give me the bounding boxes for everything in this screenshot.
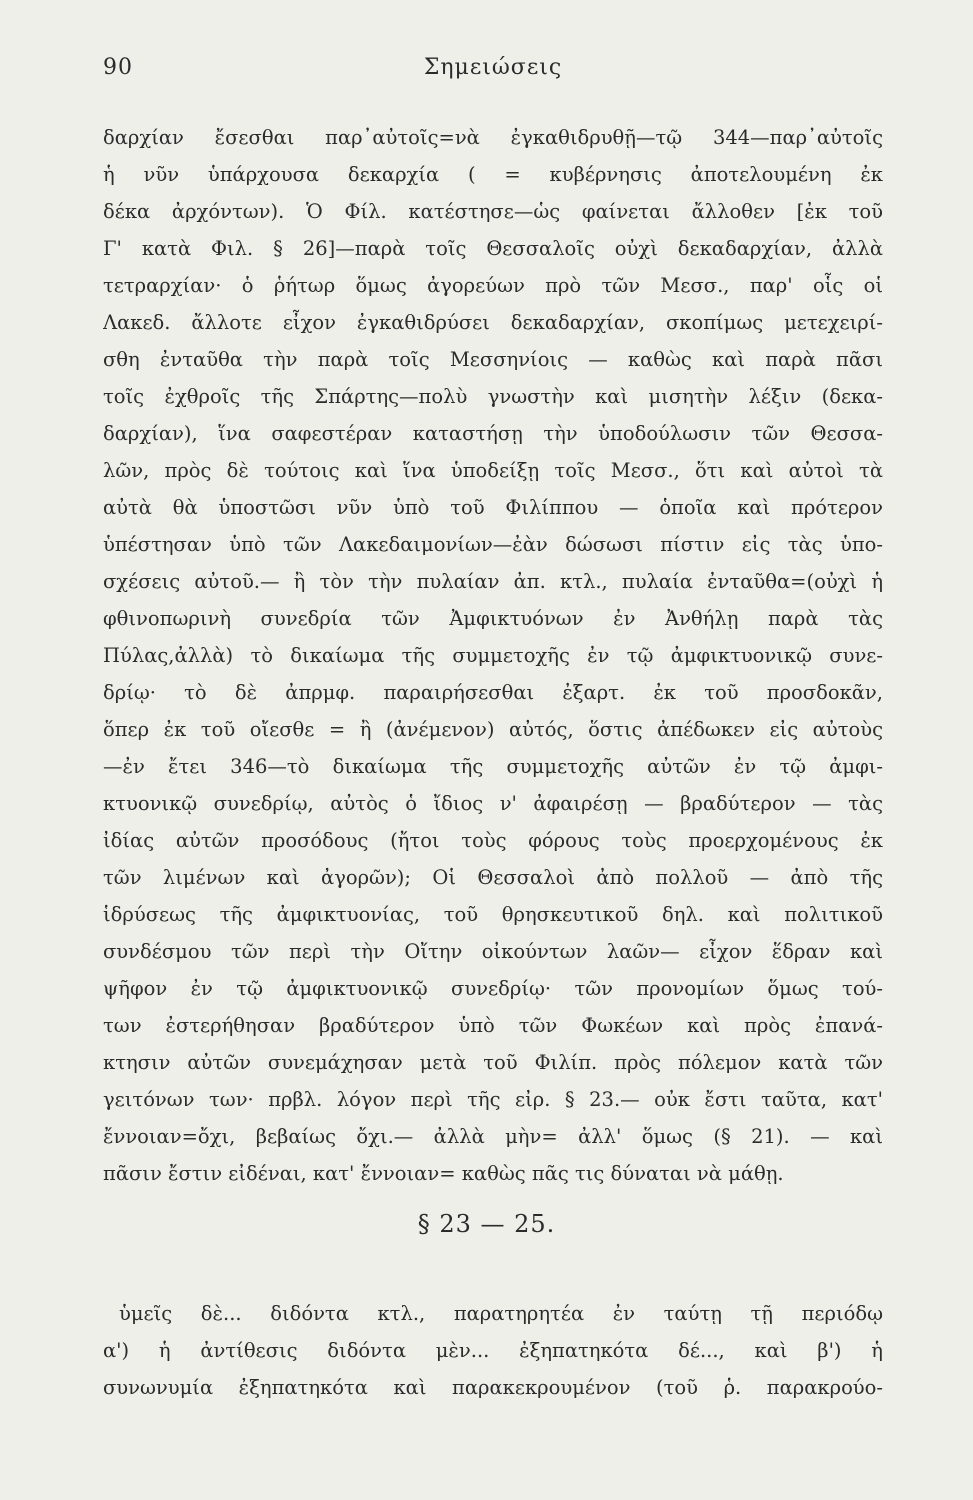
text-line: πᾶσιν ἔστιν εἰδέναι, κατ' ἔννοιαν= καθὼς πᾶς τις δύναται νὰ μάθῃ.	[103, 1162, 784, 1185]
text-line: των ἐστερήθησαν βραδύτερον ὑπὸ τῶν Φωκέων καὶ πρὸς ἐπανά-	[103, 1014, 883, 1037]
text-line: τετραρχίαν· ὁ ῥήτωρ ὅμως ἀγορεύων πρὸ τῶν Μεσσ., παρ' οἷς οἱ	[103, 274, 883, 297]
text-line: ἱδρύσεως τῆς ἀμφικτυονίας, τοῦ θρησκευτικοῦ δηλ. καὶ πολιτικοῦ	[103, 903, 883, 926]
text-line: λῶν, πρὸς δὲ τούτοις καὶ ἵνα ὑποδείξῃ τοῖς Μεσσ., ὅτι καὶ αὐτοὶ τὰ	[103, 459, 883, 482]
notes-paragraph-2	[103, 1295, 883, 1406]
text-line: ὑπέστησαν ὑπὸ τῶν Λακεδαιμονίων—ἐὰν δώσωσι πίστιν εἰς τὰς ὑπο-	[103, 533, 883, 556]
text-line: συνωνυμία ἐξηπατηκότα καὶ παρακεκρουμένον (τοῦ ῥ. παρακρούο-	[103, 1376, 883, 1399]
text-line: δέκα ἀρχόντων). Ὁ Φίλ. κατέστησε—ὡς φαίνεται ἄλλοθεν [ἐκ τοῦ	[103, 200, 883, 223]
text-line: ὑμεῖς δὲ... διδόντα κτλ., παρατηρητέα ἐν ταύτῃ τῇ περιόδῳ	[119, 1302, 883, 1325]
text-line: σχέσεις αὐτοῦ.— ἢ τὸν τὴν πυλαίαν ἀπ. κτλ., πυλαία ἐνταῦθα=(οὐχὶ ἡ	[103, 570, 883, 593]
text-line: ψῆφον ἐν τῷ ἀμφικτυονικῷ συνεδρίῳ· τῶν προνομίων ὅμως τού-	[103, 977, 883, 1000]
text-line: ὅπερ ἐκ τοῦ οἴεσθε = ἢ (ἀνέμενον) αὐτός, ὅστις ἀπέδωκεν εἰς αὐτοὺς	[103, 718, 883, 741]
notes-paragraph	[103, 119, 883, 1192]
text-line: ἡ νῦν ὑπάρχουσα δεκαρχία ( = κυβέρνησις ἀποτελουμένη ἐκ	[103, 163, 883, 186]
text-line: α') ἡ ἀντίθεσις διδόντα μὲν... ἐξηπατηκότα δέ..., καὶ β') ἡ	[103, 1339, 883, 1362]
running-title: Σημειώσεις	[423, 55, 563, 80]
text-line: γειτόνων των· πρβλ. λόγον περὶ τῆς εἰρ. § 23.— οὐκ ἔστι ταῦτα, κατ'	[103, 1088, 883, 1111]
text-line: δαρχίαν), ἵνα σαφεστέραν καταστήσῃ τὴν ὑποδούλωσιν τῶν Θεσσα-	[103, 422, 883, 445]
text-line: Γ' κατὰ Φιλ. § 26]—παρὰ τοῖς Θεσσαλοῖς οὐχὶ δεκαδαρχίαν, ἀλλὰ	[103, 237, 883, 260]
page-number: 90	[103, 55, 133, 80]
text-line: ἰδίας αὐτῶν προσόδους (ἤτοι τοὺς φόρους τοὺς προερχομένους ἐκ	[103, 829, 883, 852]
text-line: τοῖς ἐχθροῖς τῆς Σπάρτης—πολὺ γνωστὴν καὶ μισητὴν λέξιν (δεκα-	[103, 385, 883, 408]
text-line: ἔννοιαν=ὄχι, βεβαίως ὄχι.— ἀλλὰ μὴν= ἀλλ' ὅμως (§ 21). — καὶ	[103, 1125, 883, 1148]
text-line: αὐτὰ θὰ ὑποστῶσι νῦν ὑπὸ τοῦ Φιλίππου — ὁποῖα καὶ πρότερον	[103, 496, 883, 519]
text-line: συνδέσμου τῶν περὶ τὴν Οἴτην οἰκούντων λαῶν— εἶχον ἕδραν καὶ	[103, 940, 883, 963]
text-line: κτησιν αὐτῶν συνεμάχησαν μετὰ τοῦ Φιλίπ. πρὸς πόλεμον κατὰ τῶν	[103, 1051, 883, 1074]
text-line: Λακεδ. ἄλλοτε εἶχον ἐγκαθιδρύσει δεκαδαρχίαν, σκοπίμως μετεχειρί-	[103, 311, 883, 334]
text-line: τῶν λιμένων καὶ ἀγορῶν); Οἱ Θεσσαλοὶ ἀπὸ πολλοῦ — ἀπὸ τῆς	[103, 866, 883, 889]
page-header	[103, 55, 883, 95]
text-line: —ἐν ἔτει 346—τὸ δικαίωμα τῆς συμμετοχῆς αὐτῶν ἐν τῷ ἀμφι-	[103, 755, 883, 778]
text-line: δρίῳ· τὸ δὲ ἀπρμφ. παραιρήσεσθαι ἐξαρτ. ἐκ τοῦ προσδοκᾶν,	[103, 681, 883, 704]
section-heading: § 23 — 25.	[417, 1210, 556, 1238]
text-line: κτυονικῷ συνεδρίῳ, αὐτὸς ὁ ἴδιος ν' ἀφαιρέσῃ — βραδύτερον — τὰς	[103, 792, 883, 815]
text-line: σθη ἐνταῦθα τὴν παρὰ τοῖς Μεσσηνίοις — καθὼς καὶ παρὰ πᾶσι	[103, 348, 883, 371]
text-line: δαρχίαν ἔσεσθαι παρ᾽αὐτοῖς=νὰ ἐγκαθιδρυθῇ—τῷ 344—παρ᾽αὐτοῖς	[103, 126, 883, 149]
text-line: Πύλας,ἀλλὰ) τὸ δικαίωμα τῆς συμμετοχῆς ἐν τῷ ἀμφικτυονικῷ συνε-	[103, 644, 883, 667]
text-line: φθινοπωρινὴ συνεδρία τῶν Ἀμφικτυόνων ἐν Ἀνθήλῃ παρὰ τὰς	[103, 607, 883, 630]
